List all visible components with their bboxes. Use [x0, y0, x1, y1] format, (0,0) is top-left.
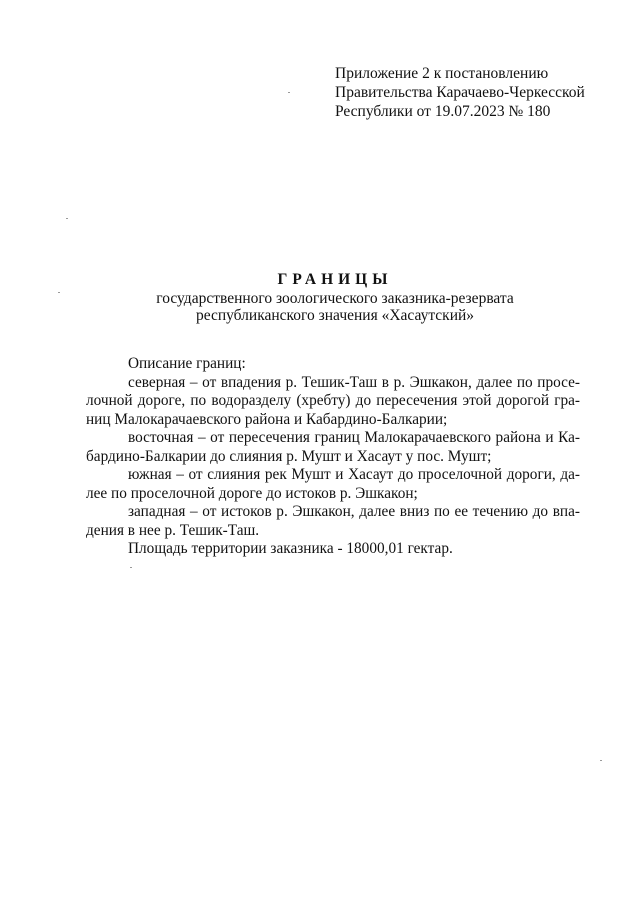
annex-line-2: Правительства Карачаево-Черкесской [335, 84, 585, 101]
scan-speck [600, 760, 602, 761]
scan-speck [130, 567, 132, 568]
document-title-block [60, 270, 610, 324]
scan-speck [58, 292, 60, 293]
south-boundary-line-2: лее по проселочной дороге до истоков р. Эшкакон; [86, 484, 418, 502]
scan-speck [288, 92, 290, 93]
east-boundary-line-2: бардино-Балкарии до слияния р. Мушт и Хасаут у пос. Мушт; [86, 447, 492, 465]
document-subtitle-line-1: государственного зоологического заказника-резервата [156, 290, 514, 307]
north-boundary-line-3: ниц Малокарачаевского района и Кабардино-Балкарии; [86, 410, 448, 428]
area-statement: Площадь территории заказника - 18000,01 гектар. [128, 540, 453, 557]
west-boundary-line-1: западная – от истоков р. Эшкакон, далее вниз по ее течению до впа- [128, 503, 580, 520]
east-boundary-line-1: восточная – от пересечения границ Малокарачаевского района и Ка- [128, 429, 580, 446]
north-boundary-line-2: лочной дороге, по водоразделу (хребту) до пересечения этой дорогой гра- [86, 392, 580, 409]
document-subtitle-line-2: республиканского значения «Хасаутский» [195, 307, 475, 324]
document-title: ГРАНИЦЫ [277, 271, 393, 288]
north-boundary-line-1: северная – от впадения р. Тешик-Таш в р. Эшкакон, далее по просе- [128, 373, 580, 391]
annex-line-3: Республики от 19.07.2023 № 180 [335, 103, 551, 120]
boundary-description [86, 355, 580, 559]
annex-header [335, 64, 585, 121]
annex-line-1: Приложение 2 к постановлению [335, 65, 549, 82]
description-intro: Описание границ: [128, 355, 246, 372]
south-boundary-line-1: южная – от слияния рек Мушт и Хасаут до проселочной дороги, да- [128, 466, 580, 483]
west-boundary-line-2: дения в нее р. Тешик-Таш. [86, 521, 260, 539]
scan-speck [66, 218, 68, 219]
